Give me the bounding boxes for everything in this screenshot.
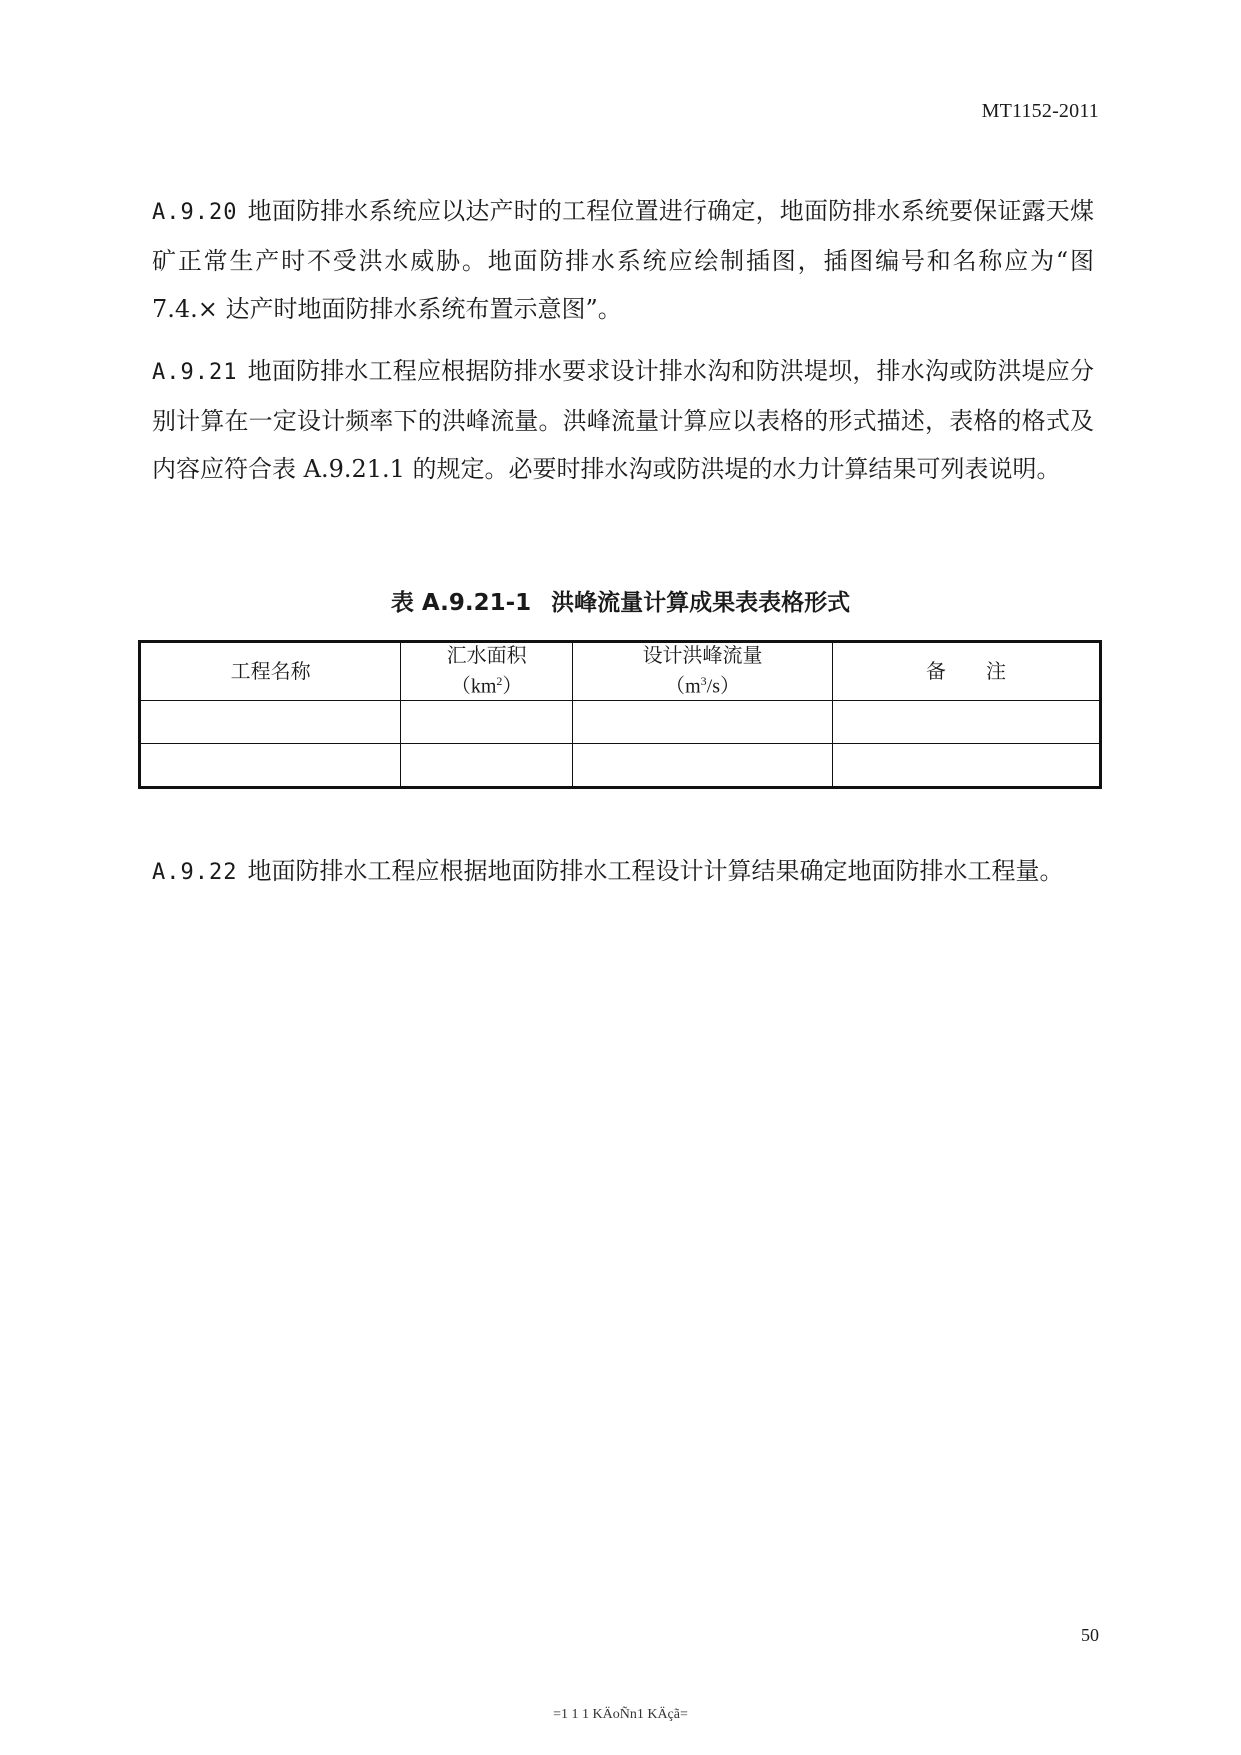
table-caption-title: 洪峰流量计算成果表表格形式 <box>551 590 851 616</box>
table-cell <box>401 744 573 788</box>
header-design-flood-peak <box>573 642 833 701</box>
header-catchment-area <box>401 642 573 701</box>
header-area-label: 汇水面积 <box>446 644 527 667</box>
standard-code: MT1152-2011 <box>981 100 1099 122</box>
table-row <box>140 744 1101 788</box>
header-flow-unit: $(m^3/s)$ <box>665 673 741 698</box>
page-number: 50 <box>1081 1625 1099 1645</box>
clause-a-9-21 <box>152 347 1094 493</box>
table-cell <box>140 701 401 744</box>
header-flow-label: 设计洪峰流量 <box>642 644 763 667</box>
table-cell <box>401 701 573 744</box>
table-row <box>140 701 1101 744</box>
header-remarks: 备注 <box>833 642 1101 701</box>
clause-number: A.9.22 <box>152 860 238 885</box>
table-cell <box>573 701 833 744</box>
table-caption <box>0 584 1241 617</box>
clause-number: A.9.20 <box>152 200 238 225</box>
table-cell <box>140 744 401 788</box>
clause-text: 地面防排水工程应根据地面防排水工程设计计算结果确定地面防排水工程量。 <box>247 857 1064 885</box>
clause-text: 地面防排水系统应以达产时的工程位置进行确定，地面防排水系统要保证露天煤矿正常生产时不受洪水威胁。地面防排水系统应绘制插图，插图编号和名称应为“图7.4.× 达产时地面防排水系统布置示意图”。 <box>152 197 1094 323</box>
table-cell <box>833 701 1101 744</box>
table-cell <box>573 744 833 788</box>
table-header-row <box>140 642 1101 701</box>
footer-mark: =1 1 1 KÄoÑn1 KÄçã= <box>553 1707 688 1722</box>
clause-a-9-22 <box>152 847 1094 897</box>
clause-text: 地面防排水工程应根据防排水要求设计排水沟和防洪堤坝，排水沟或防洪堤应分别计算在一定设计频率下的洪峰流量。洪峰流量计算应以表格的形式描述，表格的格式及内容应符合表 A.9.21.1 的规定。必要时排水沟或防洪堤的水力计算结果可列表说明。 <box>152 357 1094 483</box>
flood-peak-table <box>138 640 1102 789</box>
table-cell <box>833 744 1101 788</box>
clause-a-9-20 <box>152 187 1094 333</box>
header-area-unit: $(km^2)$ <box>450 673 523 698</box>
clause-number: A.9.21 <box>152 360 238 385</box>
table-caption-id: 表 A.9.21-1 <box>390 590 532 616</box>
header-project-name: 工程名称 <box>140 642 401 701</box>
